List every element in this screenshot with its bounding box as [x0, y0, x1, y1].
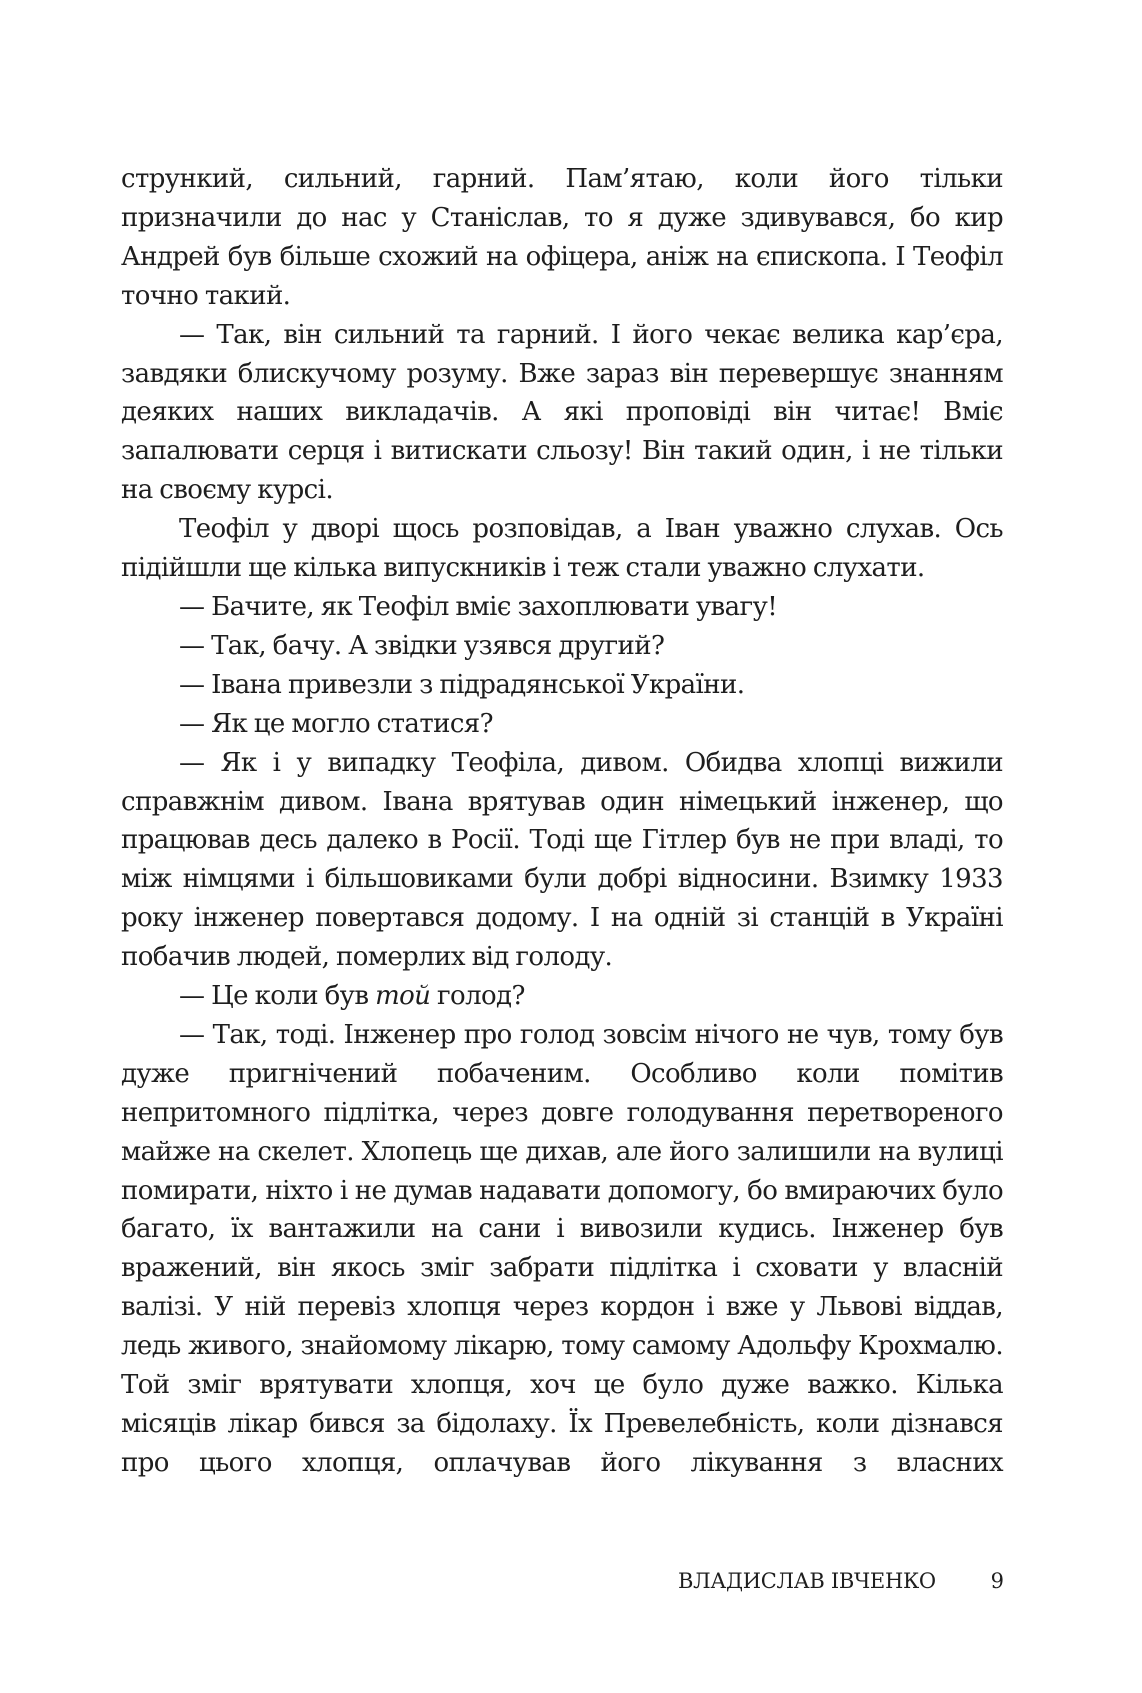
paragraph-7: — Як це могло статися? — [179, 708, 493, 739]
paragraph-10: — Так, тоді. Інженер про голод зовсім нічого не чув, тому був дуже пригнічений побаченим. Особливо коли помітив непритомного підлітка, через довге голодування перетвореного майже на скелет. Хлопець ще дихав, але його залишили на вулиці помирати, ніхто і не думав надавати допомогу, бо вмираючих було багато, їх вантажили на сани і вивозили кудись. Інженер був вражений, він якось зміг забрати підлітка і сховати у власній валізі. У ній перевіз хлопця через кордон і вже у Львові віддав, ледь живого, знайомому лікарю, тому самому Адольфу Крохмалю. Той зміг врятувати хлопця, хоч це було дуже важко. Кілька місяців лікар бився за бідолаху. Їх Превелебність, коли дізнався про цього хлопця, оплачував його лікування з власних — [121, 1019, 1003, 1478]
page-number: 9 — [990, 1569, 1004, 1593]
paragraph-8: — Як і у випадку Теофіла, дивом. Обидва хлопці вижили справжнім дивом. Івана врятував один німецький інженер, що працював десь далеко в Росії. Тоді ще Гітлер був не при владі, то між німцями і більшовиками були добрі відносини. Взимку 1933 року інженер повертався додому. І на одній зі станцій в Україні побачив людей, померлих від голоду. — [121, 747, 1003, 973]
paragraph-9-start: — Це коли був — [179, 981, 376, 1012]
paragraph-1: стрункий, сильний, гарний. Пам’ятаю, коли його тільки призначили до нас у Станіслав, то я дуже здивувався, бо кир Андрей був більше схожий на офіцера, аніж на єпископа. І Теофіл точно такий. — [121, 164, 1003, 311]
body-text — [121, 160, 1003, 1483]
paragraph-4: — Бачите, як Теофіл вміє захоплювати увагу! — [179, 591, 778, 622]
paragraph-3: Теофіл у дворі щось розповідав, а Іван уважно слухав. Ось підійшли ще кілька випускників і теж стали уважно слухати. — [121, 514, 1003, 584]
paragraph-9 — [121, 977, 1003, 1016]
paragraph-2: — Так, він сильний та гарний. І його чекає велика кар’єра, завдяки блискучому розуму. Вже зараз він перевершує знанням деяких наших викладачів. А які проповіді він читає! Вміє запалювати серця і витискати сльозу! Він такий один, і не тільки на своєму курсі. — [121, 319, 1003, 506]
paragraph-9-end: голод? — [430, 981, 525, 1012]
paragraph-6: — Івана привезли з підрадянської України. — [179, 669, 745, 700]
paragraph-5: — Так, бачу. А звідки узявся другий? — [179, 630, 665, 661]
paragraph-9-emphasis: той — [375, 981, 431, 1012]
running-footer-author: ВЛАДИСЛАВ ІВЧЕНКО — [678, 1569, 936, 1593]
